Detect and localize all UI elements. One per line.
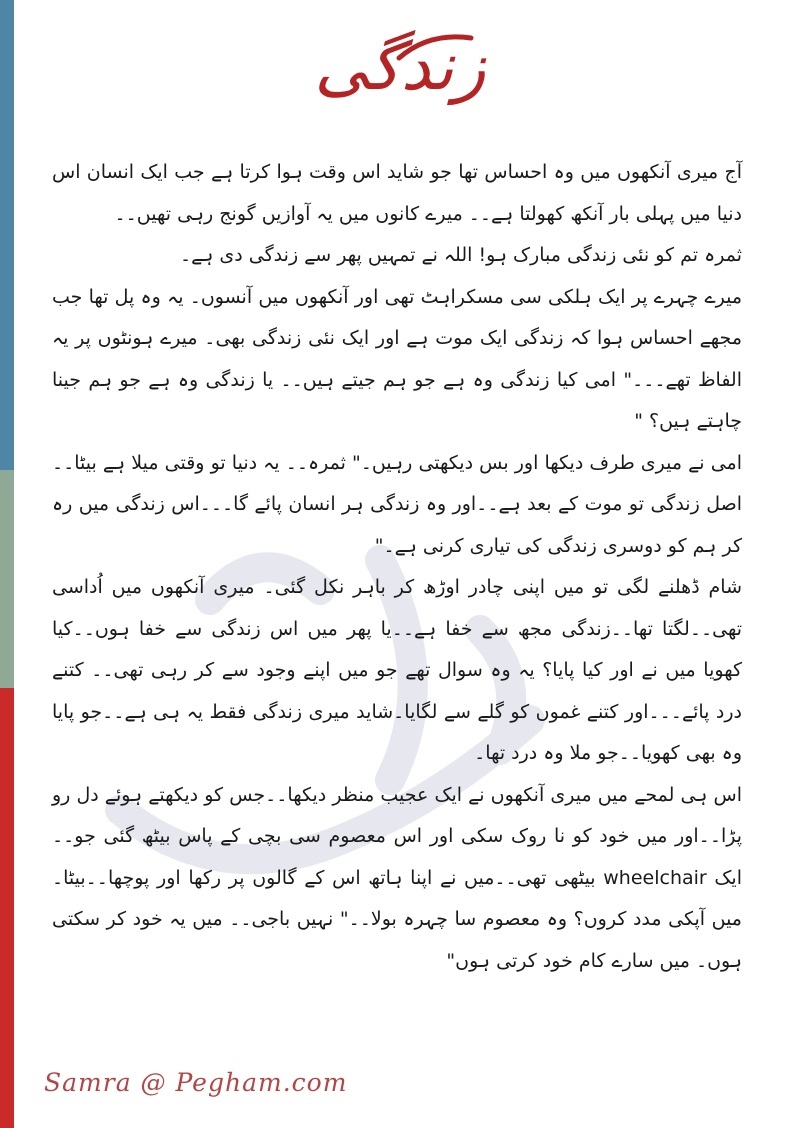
side-band-bottom	[0, 688, 14, 1128]
story-body	[52, 152, 742, 982]
paragraph-5: شام ڈھلنے لگی تو میں اپنی چادر اوڑھ کر باہر نکل گئی۔ میری آنکھوں میں اُداسی تھی۔۔لگتا تھا۔۔زندگی مجھ سے خفا ہے۔۔یا پھر میں اس زندگی سے خفا ہوں۔۔کیا کھویا میں نے اور کیا پایا؟ یہ وہ سوال تھے جو میں اپنے وجود سے کر رہی تھی۔۔ کتنے درد پائے۔۔۔اور کتنے غموں کو گلے سے لگایا۔شاید میری زندگی فقط یہ ہی ہے۔۔جو پایا وہ بھی کھویا۔۔جو ملا وہ درد تھا۔	[52, 576, 742, 764]
side-band-middle	[0, 470, 14, 688]
page-title: زندگی	[314, 28, 486, 105]
title-swash-decoration	[395, 30, 475, 62]
paragraph-1: آج میری آنکھوں میں وہ احساس تھا جو شاید اس وقت ہوا کرتا ہے جب ایک انسان اس دنیا میں پہلی بار آنکھ کھولتا ہے۔۔ میرے کانوں میں یہ آوازیں گونج رہی تھیں۔۔	[52, 161, 742, 225]
paragraph-4: امی نے میری طرف دیکھا اور بس دیکھتی رہیں۔" ثمرہ۔۔ یہ دنیا تو وقتی میلا ہے بیٹا۔۔اصل زندگی تو موت کے بعد ہے۔۔اور وہ زندگی ہر انسان پائے گا۔۔۔اس زندگی میں رہ کر ہم کو دوسری زندگی کی تیاری کرنی ہے۔"	[52, 451, 742, 557]
paragraph-6: اس ہی لمحے میں میری آنکھوں نے ایک عجیب منظر دیکھا۔۔جس کو دیکھتے ہوئے دل رو پڑا۔۔اور میں خود کو نا روک سکی اور اس معصوم سی بچی کے پاس بیٹھ گئی جو۔۔ایک wheelchair بیٹھی تھی۔۔میں نے اپنا ہاتھ اس کے گالوں پر رکھا اور پوچھا۔۔بیٹا۔ میں آپکی مدد کروں؟ وہ معصوم سا چہرہ بولا۔۔" نہیں باجی۔۔ میں یہ خود کر سکتی ہوں۔ میں سارے کام خود کرتی ہوں"	[52, 783, 742, 972]
paragraph-3: میرے چہرے پر ایک ہلکی سی مسکراہٹ تھی اور آنکھوں میں آنسوں۔ یہ وہ پل تھا جب مجھے احساس ہوا کہ زندگی ایک موت ہے اور ایک نئی زندگی بھی۔ میرے ہونٹوں پر یہ الفاظ تھے۔۔۔" امی کیا زندگی وہ ہے جو ہم جیتے ہیں۔۔ یا زندگی وہ ہے جو ہم جینا چاہتے ہیں؟ "	[52, 285, 742, 432]
paragraph-2: ثمرہ تم کو نئی زندگی مبارک ہو! اللہ نے تمہیں پھر سے زندگی دی ہے۔	[179, 244, 742, 266]
author-signature: Samra @ Pegham.com	[44, 1068, 348, 1097]
